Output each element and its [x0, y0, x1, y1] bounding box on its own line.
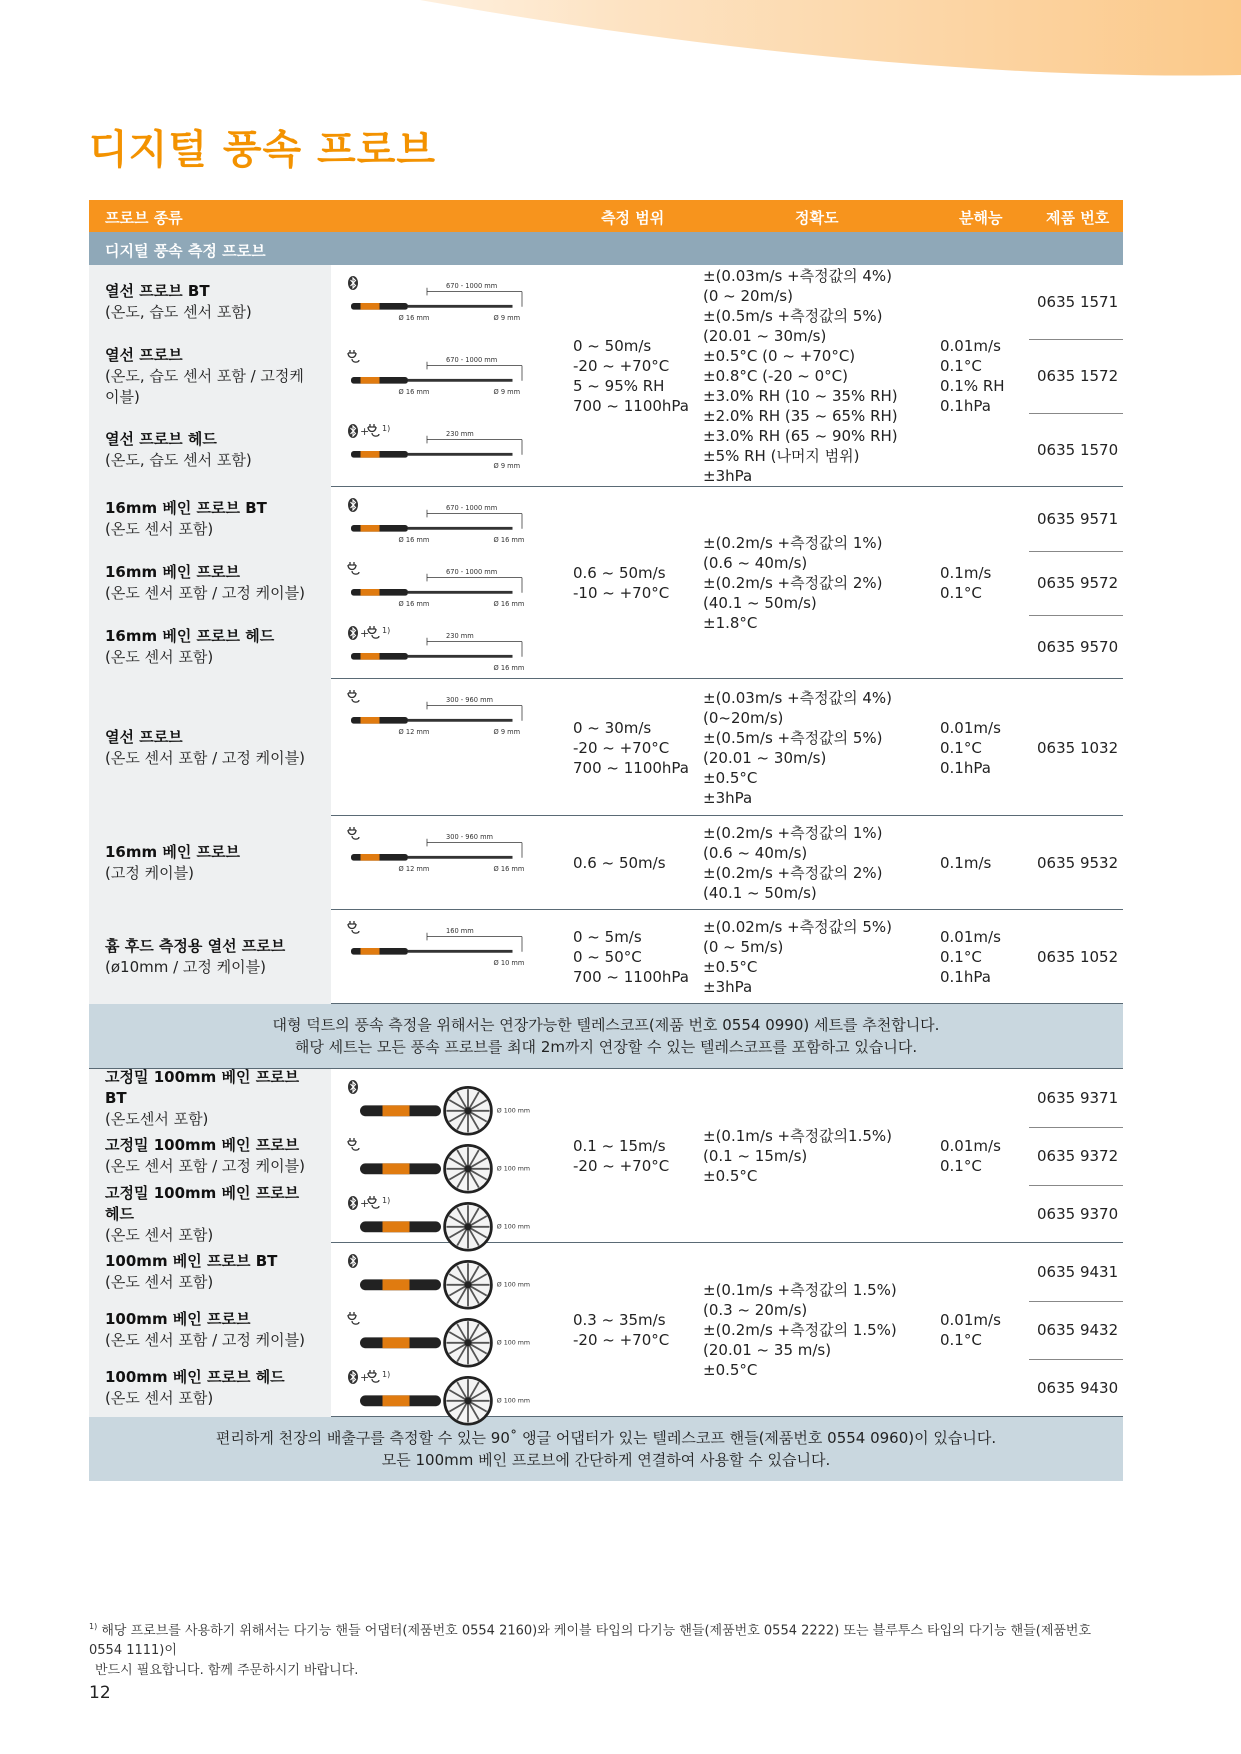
probe-desc: (온도 센서 포함)	[105, 1273, 214, 1291]
resolution-line: 0.01m/s	[940, 337, 1001, 355]
measuring-range-line: 0.6 ~ 50m/s	[573, 854, 666, 872]
probe-name: 16mm 베인 프로브	[105, 563, 241, 581]
probe-name-cell	[89, 1301, 331, 1359]
resolution-line: 0.1°C	[940, 1157, 982, 1175]
accuracy-line: ±0.5°C	[703, 1361, 758, 1379]
note-line: 대형 덕트의 풍속 측정을 위해서는 연장가능한 텔레스코프(제품 번호 0554 0990) 세트를 추천합니다.	[272, 1016, 940, 1034]
probe-row	[89, 413, 1123, 487]
probe-name-cell	[89, 551, 331, 615]
probe-picture-cell	[331, 413, 561, 487]
accuracy-line: ±3hPa	[703, 467, 753, 485]
resolution	[940, 853, 991, 873]
probe-picture-cell	[331, 265, 561, 339]
accuracy-line: ±0.5°C (0 ~ +70°C)	[703, 347, 856, 365]
probe-diameter-2: Ø 10 mm	[493, 959, 525, 968]
probe-length-label: 670 - 1000 mm	[446, 355, 498, 364]
table-subheader: 디지털 풍속 측정 프로브	[89, 232, 1123, 265]
probe-diameter-1: Ø 16 mm	[398, 314, 430, 323]
probe-name: 16mm 베인 프로브 헤드	[105, 627, 275, 645]
measuring-range-line: 0.1 ~ 15m/s	[573, 1137, 666, 1155]
probe-row	[89, 1359, 1123, 1417]
probe-picture-cell	[331, 1127, 561, 1185]
vane-diameter-label: Ø 100 mm	[496, 1397, 531, 1405]
probe-table	[89, 200, 1123, 1481]
probe-name-cell	[89, 816, 331, 910]
product-code: 0635 9571	[1037, 510, 1119, 528]
probe-group	[89, 1069, 1123, 1243]
product-code: 0635 9372	[1037, 1147, 1119, 1165]
resolution	[940, 563, 991, 603]
resolution	[940, 718, 1001, 778]
row-separator	[1029, 1359, 1123, 1360]
probe-length-label: 670 - 1000 mm	[446, 281, 498, 290]
probe-length-label: 230 mm	[446, 631, 474, 640]
measuring-range-line: 700 ~ 1100hPa	[573, 759, 689, 777]
resolution-line: 0.01m/s	[940, 719, 1001, 737]
resolution	[940, 1136, 1001, 1176]
probe-length-label: 230 mm	[446, 429, 474, 438]
vane-diameter-label: Ø 100 mm	[496, 1281, 531, 1289]
probe-name: 열선 프로브	[105, 727, 183, 746]
probe-group	[89, 679, 1123, 816]
probe-group	[89, 1243, 1123, 1417]
resolution-line: 0.1hPa	[940, 397, 991, 415]
accuracy-line: ±3.0% RH (10 ~ 35% RH)	[703, 387, 898, 405]
measuring-range	[573, 1136, 669, 1176]
probe-desc: (온도, 습도 센서 포함)	[105, 303, 252, 321]
accuracy-line: ±(0.1m/s +측정값의 1.5%)	[703, 1281, 897, 1299]
accuracy-line: ±0.5°C	[703, 1167, 758, 1185]
accuracy-line: ±(0.2m/s +측정값의 1%)	[703, 824, 883, 842]
resolution-line: 0.1hPa	[940, 759, 991, 777]
page-title: 디지털 풍속 프로브	[89, 127, 436, 173]
probe-picture-cell	[331, 1301, 561, 1359]
probe-length-label: 300 - 960 mm	[446, 695, 494, 704]
probe-diameter-2: Ø 16 mm	[493, 600, 525, 609]
vane-diameter-label: Ø 100 mm	[496, 1165, 531, 1173]
probe-picture-cell	[331, 551, 561, 615]
probe-desc: (온도 센서 포함 / 고정 케이블)	[105, 584, 305, 602]
row-separator	[1029, 1301, 1123, 1302]
accuracy-line: (0 ~ 5m/s)	[703, 938, 784, 956]
accuracy-line: ±(0.1m/s +측정값의1.5%)	[703, 1127, 893, 1145]
accuracy-line: ±3hPa	[703, 789, 753, 807]
probe-name: 고정밀 100mm 베인 프로브 헤드	[105, 1183, 300, 1223]
probe-picture-cell	[331, 816, 561, 910]
accuracy-line: ±(0.03m/s +측정값의 4%)	[703, 689, 893, 707]
probe-picture-cell	[331, 615, 561, 679]
probe-image	[351, 559, 541, 619]
vane-diameter-label: Ø 100 mm	[496, 1223, 531, 1231]
probe-picture-cell	[331, 487, 561, 551]
accuracy-line: (0.6 ~ 40m/s)	[703, 844, 808, 862]
probe-row	[89, 487, 1123, 551]
footnote-text: 해당 프로브를 사용하기 위해서는 다기능 핸들 어댑터(제품번호 0554 2160)와 케이블 타입의 다기능 핸들(제품번호 0554 2222) 또는 블루투스 타입의 다기능 핸들(제품번호 0554 1111)이	[89, 1623, 1092, 1659]
vane-diameter-label: Ø 100 mm	[496, 1339, 531, 1347]
accuracy-line: ±(0.2m/s +측정값의 1%)	[703, 534, 883, 552]
probe-row	[89, 1185, 1123, 1243]
svg-text:+: +	[360, 1371, 370, 1384]
probe-image	[351, 623, 541, 683]
probe-name-cell	[89, 265, 331, 339]
row-separator	[1029, 413, 1123, 414]
probe-diameter-1: Ø 16 mm	[398, 388, 430, 397]
probe-picture-cell	[331, 1185, 561, 1243]
product-code: 0635 1570	[1037, 441, 1119, 459]
probe-diameter-2: Ø 9 mm	[493, 388, 521, 397]
measuring-range	[573, 927, 689, 987]
probe-length-label: 160 mm	[446, 926, 474, 935]
resolution-line: 0.1°C	[940, 1331, 982, 1349]
icon-footnote-mark: 1)	[382, 424, 391, 433]
resolution-line: 0.1m/s	[940, 854, 992, 872]
probe-length-label: 670 - 1000 mm	[446, 503, 498, 512]
header-type: 프로브 종류	[105, 209, 183, 227]
probe-length-label: 670 - 1000 mm	[446, 567, 498, 576]
measuring-range-line: 5 ~ 95% RH	[573, 377, 665, 395]
probe-name-cell	[89, 679, 331, 816]
product-code: 0635 9371	[1037, 1089, 1119, 1107]
probe-name: 고정밀 100mm 베인 프로브 BT	[105, 1067, 300, 1107]
resolution-line: 0.1°C	[940, 948, 982, 966]
probe-name: 열선 프로브	[105, 345, 183, 364]
accuracy-line: ±0.5°C	[703, 958, 758, 976]
resolution-line: 0.1m/s	[940, 564, 992, 582]
note-telescope	[89, 1004, 1123, 1069]
product-code: 0635 1571	[1037, 293, 1119, 311]
probe-desc: (온도 센서 포함)	[105, 1389, 214, 1407]
accuracy-line: ±5% RH (나머지 범위)	[703, 447, 860, 465]
row-separator	[1029, 551, 1123, 552]
measuring-range-line: -10 ~ +70°C	[573, 584, 670, 602]
probe-name-cell	[89, 1127, 331, 1185]
header-range: 측정 범위	[601, 209, 665, 227]
probe-row	[89, 265, 1123, 339]
product-code: 0635 9431	[1037, 1263, 1119, 1281]
probe-name: 100mm 베인 프로브 BT	[105, 1252, 278, 1270]
probe-diameter-1: Ø 16 mm	[398, 536, 430, 545]
row-separator	[1029, 1127, 1123, 1128]
probe-diameter-1: Ø 12 mm	[398, 728, 430, 737]
accuracy	[703, 533, 882, 633]
probe-desc: (온도센서 포함)	[105, 1109, 209, 1128]
probe-picture-cell	[331, 679, 561, 816]
measuring-range-line: 0 ~ 50m/s	[573, 337, 652, 355]
accuracy-line: (0~20m/s)	[703, 709, 784, 727]
probe-image	[351, 687, 541, 747]
measuring-range	[573, 563, 669, 603]
probe-diameter-2: Ø 9 mm	[493, 728, 521, 737]
probe-diameter-2: Ø 16 mm	[493, 865, 525, 874]
product-code: 0635 9430	[1037, 1379, 1119, 1397]
table-header	[89, 200, 1123, 232]
accuracy-line: (0.1 ~ 15m/s)	[703, 1147, 808, 1165]
accuracy-line: ±0.8°C (-20 ~ 0°C)	[703, 367, 848, 385]
measuring-range-line: -20 ~ +70°C	[573, 1157, 670, 1175]
note-line: 모든 100mm 베인 프로브에 간단하게 연결하여 사용할 수 있습니다.	[381, 1451, 831, 1469]
probe-image	[351, 347, 541, 407]
accuracy-line: ±(0.02m/s +측정값의 5%)	[703, 918, 893, 936]
probe-picture-cell	[331, 910, 561, 1004]
probe-image	[351, 495, 541, 555]
resolution	[940, 1310, 1001, 1350]
resolution	[940, 336, 1005, 416]
probe-image	[351, 273, 541, 333]
measuring-range	[573, 1310, 669, 1350]
accuracy-line: ±(0.2m/s +측정값의 2%)	[703, 864, 883, 882]
probe-image	[351, 1369, 531, 1429]
probe-desc: (온도 센서 포함)	[105, 648, 214, 666]
probe-desc: (고정 케이블)	[105, 864, 194, 882]
probe-diameter-2: Ø 9 mm	[493, 314, 521, 323]
probe-name: 100mm 베인 프로브	[105, 1310, 251, 1328]
accuracy	[703, 823, 882, 903]
resolution-line: 0.1°C	[940, 357, 982, 375]
probe-name-cell	[89, 1243, 331, 1301]
accuracy	[703, 688, 892, 808]
measuring-range	[573, 718, 689, 778]
resolution-line: 0.01m/s	[940, 928, 1001, 946]
svg-text:+: +	[360, 1197, 370, 1210]
measuring-range-line: -20 ~ +70°C	[573, 357, 670, 375]
accuracy-line: (20.01 ~ 30m/s)	[703, 327, 827, 345]
product-code: 0635 9370	[1037, 1205, 1119, 1223]
accuracy-line: (20.01 ~ 30m/s)	[703, 749, 827, 767]
probe-desc: (온도 센서 포함)	[105, 1225, 214, 1244]
probe-row	[89, 615, 1123, 679]
probe-diameter-2: Ø 9 mm	[493, 462, 521, 471]
probe-name-cell	[89, 910, 331, 1004]
probe-desc: (온도, 습도 센서 포함)	[105, 451, 252, 469]
accuracy-line: ±3hPa	[703, 978, 753, 996]
svg-text:+: +	[360, 627, 370, 640]
measuring-range	[573, 853, 666, 873]
product-code: 0635 9532	[1037, 854, 1119, 872]
resolution-line: 0.01m/s	[940, 1311, 1001, 1329]
product-code: 0635 9432	[1037, 1321, 1119, 1339]
probe-picture-cell	[331, 1069, 561, 1127]
probe-name-cell	[89, 339, 331, 413]
accuracy	[703, 1126, 892, 1186]
probe-name: 16mm 베인 프로브	[105, 843, 241, 861]
resolution-line: 0.1hPa	[940, 968, 991, 986]
probe-diameter-1: Ø 16 mm	[398, 600, 430, 609]
probe-desc: (온도 센서 포함)	[105, 520, 214, 538]
probe-name: 열선 프로브 BT	[105, 282, 210, 300]
header-accuracy: 정확도	[795, 209, 839, 227]
probe-name-cell	[89, 1185, 331, 1243]
probe-name: 100mm 베인 프로브 헤드	[105, 1368, 285, 1386]
accuracy-line: ±(0.2m/s +측정값의 2%)	[703, 574, 883, 592]
note-line: 해당 세트는 모든 풍속 프로브를 최대 2m까지 연장할 수 있는 텔레스코프를 포함하고 있습니다.	[294, 1038, 918, 1056]
measuring-range-line: 0.3 ~ 35m/s	[573, 1311, 666, 1329]
probe-name-cell	[89, 487, 331, 551]
probe-name: 흄 후드 측정용 열선 프로브	[105, 937, 286, 955]
probe-name: 고정밀 100mm 베인 프로브	[105, 1136, 300, 1154]
probe-desc: (온도 센서 포함 / 고정 케이블)	[105, 748, 305, 767]
probe-group	[89, 487, 1123, 679]
footnote-mark: 1)	[89, 1622, 98, 1631]
accuracy-line: ±3.0% RH (65 ~ 90% RH)	[703, 427, 898, 445]
footnote	[89, 1617, 1123, 1681]
probe-image	[351, 421, 541, 481]
measuring-range-line: 700 ~ 1100hPa	[573, 968, 689, 986]
accuracy	[703, 917, 892, 997]
accuracy-line: ±2.0% RH (35 ~ 65% RH)	[703, 407, 898, 425]
probe-name-cell	[89, 615, 331, 679]
row-separator	[1029, 615, 1123, 616]
measuring-range-line: -20 ~ +70°C	[573, 1331, 670, 1349]
probe-diameter-2: Ø 16 mm	[493, 664, 525, 673]
accuracy	[703, 266, 898, 486]
accuracy-line: ±1.8°C	[703, 614, 758, 632]
probe-row	[89, 1243, 1123, 1301]
accuracy-line: ±(0.03m/s +측정값의 4%)	[703, 267, 893, 285]
row-separator	[1029, 339, 1123, 340]
resolution	[940, 927, 1001, 987]
header-code: 제품 번호	[1046, 209, 1110, 227]
page-number: 12	[89, 1683, 111, 1703]
measuring-range-line: 0 ~ 50°C	[573, 948, 642, 966]
product-code: 0635 1052	[1037, 948, 1119, 966]
probe-picture-cell	[331, 1243, 561, 1301]
accuracy-line: (40.1 ~ 50m/s)	[703, 594, 817, 612]
measuring-range-line: 0.6 ~ 50m/s	[573, 564, 666, 582]
probe-group	[89, 910, 1123, 1004]
probe-name: 열선 프로브 헤드	[105, 430, 217, 448]
probe-desc: (온도 센서 포함 / 고정 케이블)	[105, 1157, 305, 1175]
product-code: 0635 9572	[1037, 574, 1119, 592]
probe-image	[351, 918, 541, 978]
probe-name: 16mm 베인 프로브 BT	[105, 499, 267, 517]
probe-diameter-2: Ø 16 mm	[493, 536, 525, 545]
accuracy-line: ±(0.2m/s +측정값의 1.5%)	[703, 1321, 897, 1339]
icon-footnote-mark: 1)	[382, 626, 391, 635]
note-angle-adapter	[89, 1417, 1123, 1481]
resolution-line: 0.1% RH	[940, 377, 1005, 395]
footnote-text-2: 반드시 필요합니다. 함께 주문하시기 바랍니다.	[95, 1663, 359, 1679]
row-separator	[1029, 1185, 1123, 1186]
accuracy-line: (20.01 ~ 35 m/s)	[703, 1341, 832, 1359]
probe-picture-cell	[331, 339, 561, 413]
probe-desc: (ø10mm / 고정 케이블)	[105, 958, 267, 976]
vane-diameter-label: Ø 100 mm	[496, 1107, 531, 1115]
accuracy-line: (0 ~ 20m/s)	[703, 287, 793, 305]
resolution-line: 0.1°C	[940, 584, 982, 602]
probe-picture-cell	[331, 1359, 561, 1417]
header-resolution: 분해능	[959, 209, 1003, 227]
probe-group	[89, 265, 1123, 487]
probe-row	[89, 1069, 1123, 1127]
probe-diameter-1: Ø 12 mm	[398, 865, 430, 874]
probe-name-cell	[89, 1069, 331, 1127]
product-code: 0635 1032	[1037, 738, 1119, 757]
probe-image	[351, 824, 541, 884]
probe-desc: (온도, 습도 센서 포함 / 고정케이블)	[105, 366, 304, 406]
svg-text:+: +	[360, 425, 370, 438]
measuring-range-line: 0 ~ 30m/s	[573, 719, 652, 737]
product-code: 0635 9570	[1037, 638, 1119, 656]
note-line: 편리하게 천장의 배출구를 측정할 수 있는 90˚ 앵글 어댑터가 있는 텔레스코프 핸들(제품번호 0554 0960)이 있습니다.	[215, 1429, 997, 1447]
probe-group	[89, 816, 1123, 910]
resolution-line: 0.1°C	[940, 739, 982, 757]
accuracy-line: (40.1 ~ 50m/s)	[703, 884, 817, 902]
accuracy-line: (0.6 ~ 40m/s)	[703, 554, 808, 572]
icon-footnote-mark: 1)	[382, 1196, 391, 1205]
icon-footnote-mark: 1)	[382, 1370, 391, 1379]
measuring-range	[573, 336, 689, 416]
accuracy-line: ±0.5°C	[703, 769, 758, 787]
probe-length-label: 300 - 960 mm	[446, 832, 494, 841]
probe-name-cell	[89, 1359, 331, 1417]
accuracy	[703, 1280, 897, 1380]
probe-name-cell	[89, 413, 331, 487]
measuring-range-line: 0 ~ 5m/s	[573, 928, 642, 946]
accuracy-line: ±(0.5m/s +측정값의 5%)	[703, 307, 883, 325]
measuring-range-line: 700 ~ 1100hPa	[573, 397, 689, 415]
accuracy-line: ±(0.5m/s +측정값의 5%)	[703, 729, 883, 747]
accuracy-line: (0.3 ~ 20m/s)	[703, 1301, 808, 1319]
resolution-line: 0.01m/s	[940, 1137, 1001, 1155]
probe-desc: (온도 센서 포함 / 고정 케이블)	[105, 1331, 305, 1349]
decorative-header-wave	[0, 0, 1241, 90]
measuring-range-line: -20 ~ +70°C	[573, 739, 670, 757]
product-code: 0635 1572	[1037, 367, 1119, 385]
